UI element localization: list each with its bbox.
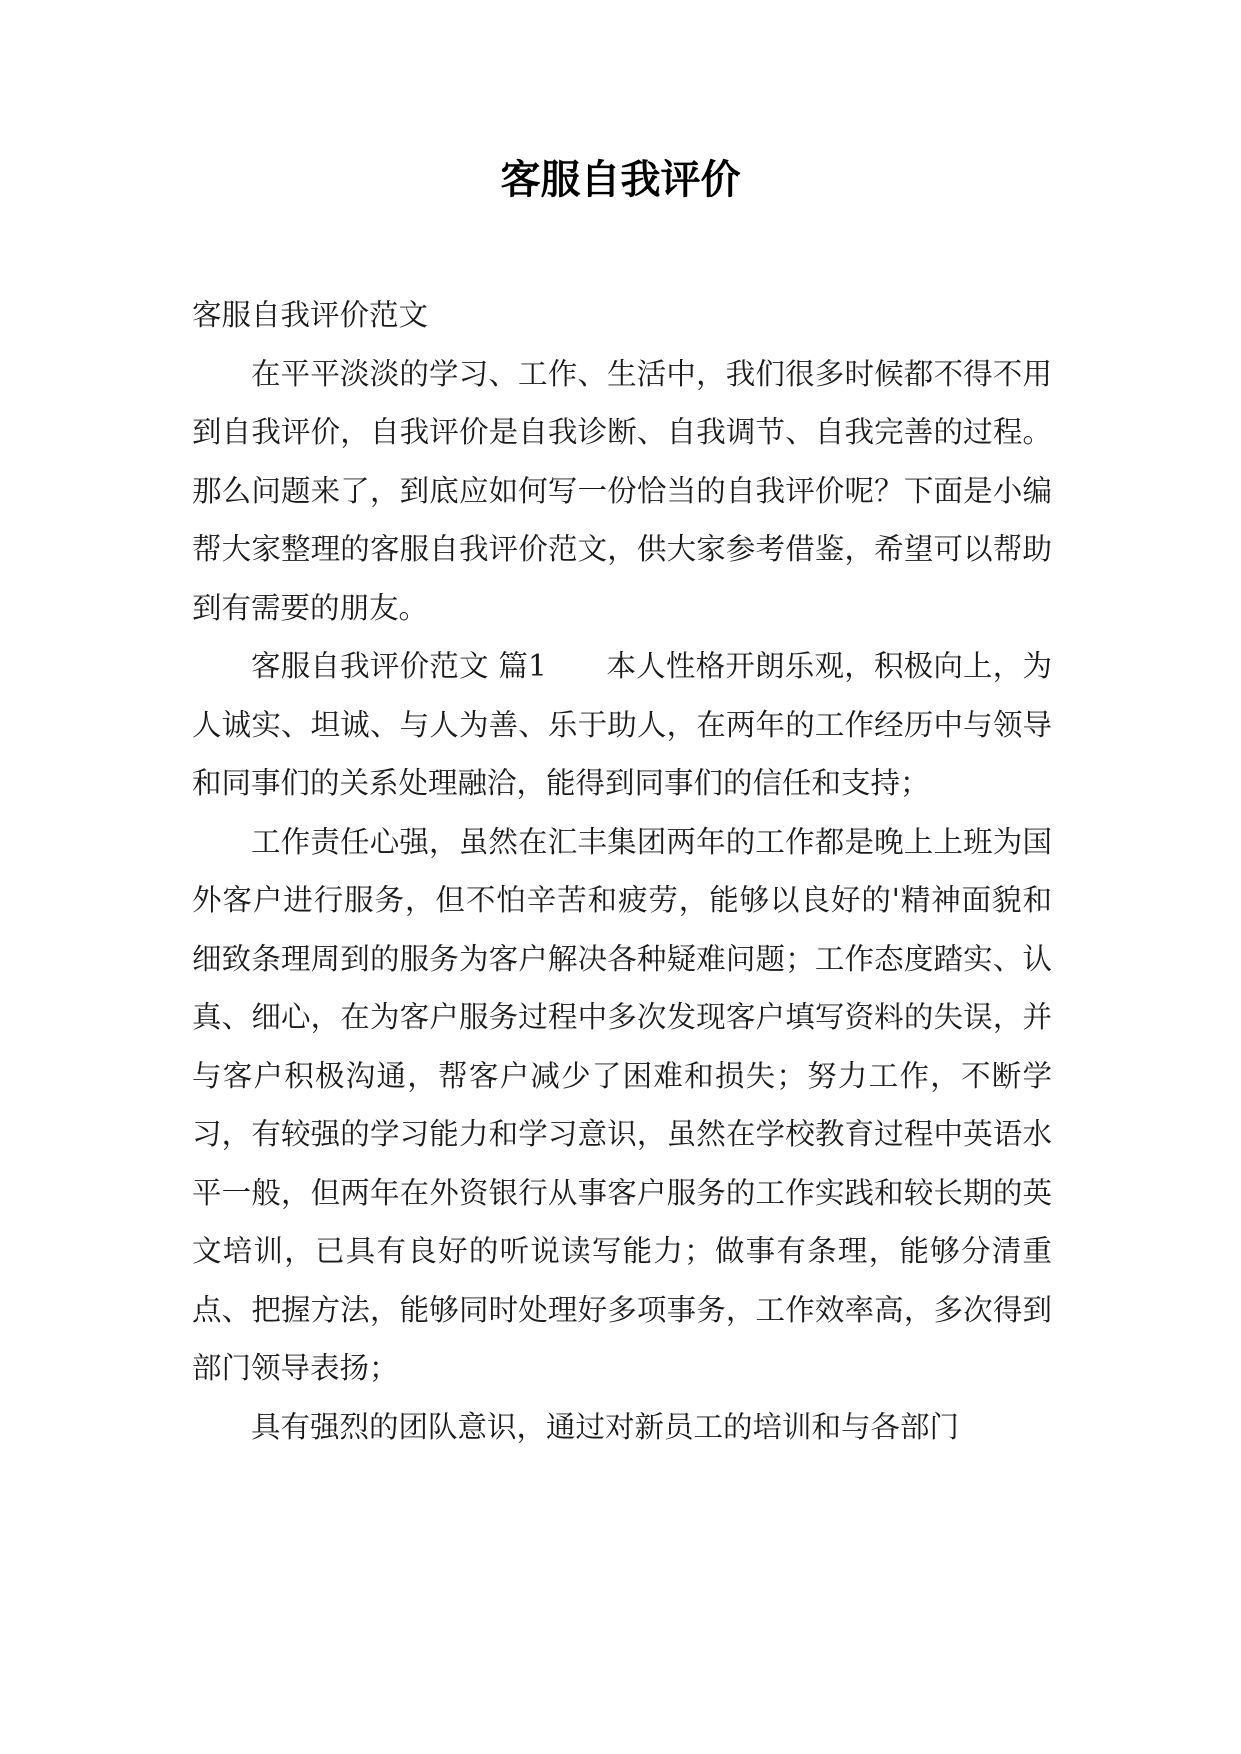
body-paragraph: 客服自我评价范文 篇1 本人性格开朗乐观，积极向上，为人诚实、坦诚、与人为善、乐于助人，在两年的工作经历中与领导和同事们的关系处理融洽，能得到同事们的信任和支持； bbox=[192, 649, 1052, 800]
document-title: 客服自我评价 bbox=[500, 157, 741, 203]
document-body bbox=[192, 286, 1052, 1456]
document-subtitle: 客服自我评价范文 bbox=[192, 298, 429, 332]
body-paragraph: 具有强烈的团队意识，通过对新员工的培训和与各部门 bbox=[251, 1409, 960, 1444]
intro-paragraph: 在平平淡淡的学习、工作、生活中，我们很多时候都不得不用到自我评价，自我评价是自我诊断、自我调节、自我完善的过程。那么问题来了，到底应如何写一份恰当的自我评价呢？下面是小编帮大家整理的客服自我评价范文，供大家参考借鉴，希望可以帮助到有需要的朋友。 bbox=[192, 356, 1052, 625]
body-paragraph: 工作责任心强，虽然在汇丰集团两年的工作都是晚上上班为国外客户进行服务，但不怕辛苦和疲劳，能够以良好的'精神面貌和细致条理周到的服务为客户解决各种疑难问题；工作态度踏实、认真、细心，在为客户服务过程中多次发现客户填写资料的失误，并与客户积极沟通，帮客户减少了困难和损失；努力工作，不断学习，有较强的学习能力和学习意识，虽然在学校教育过程中英语水平一般，但两年在外资银行从事客户服务的工作实践和较长期的英文培训，已具有良好的听说读写能力；做事有条理，能够分清重点、把握方法，能够同时处理好多项事务，工作效率高，多次得到部门领导表扬； bbox=[192, 824, 1052, 1385]
